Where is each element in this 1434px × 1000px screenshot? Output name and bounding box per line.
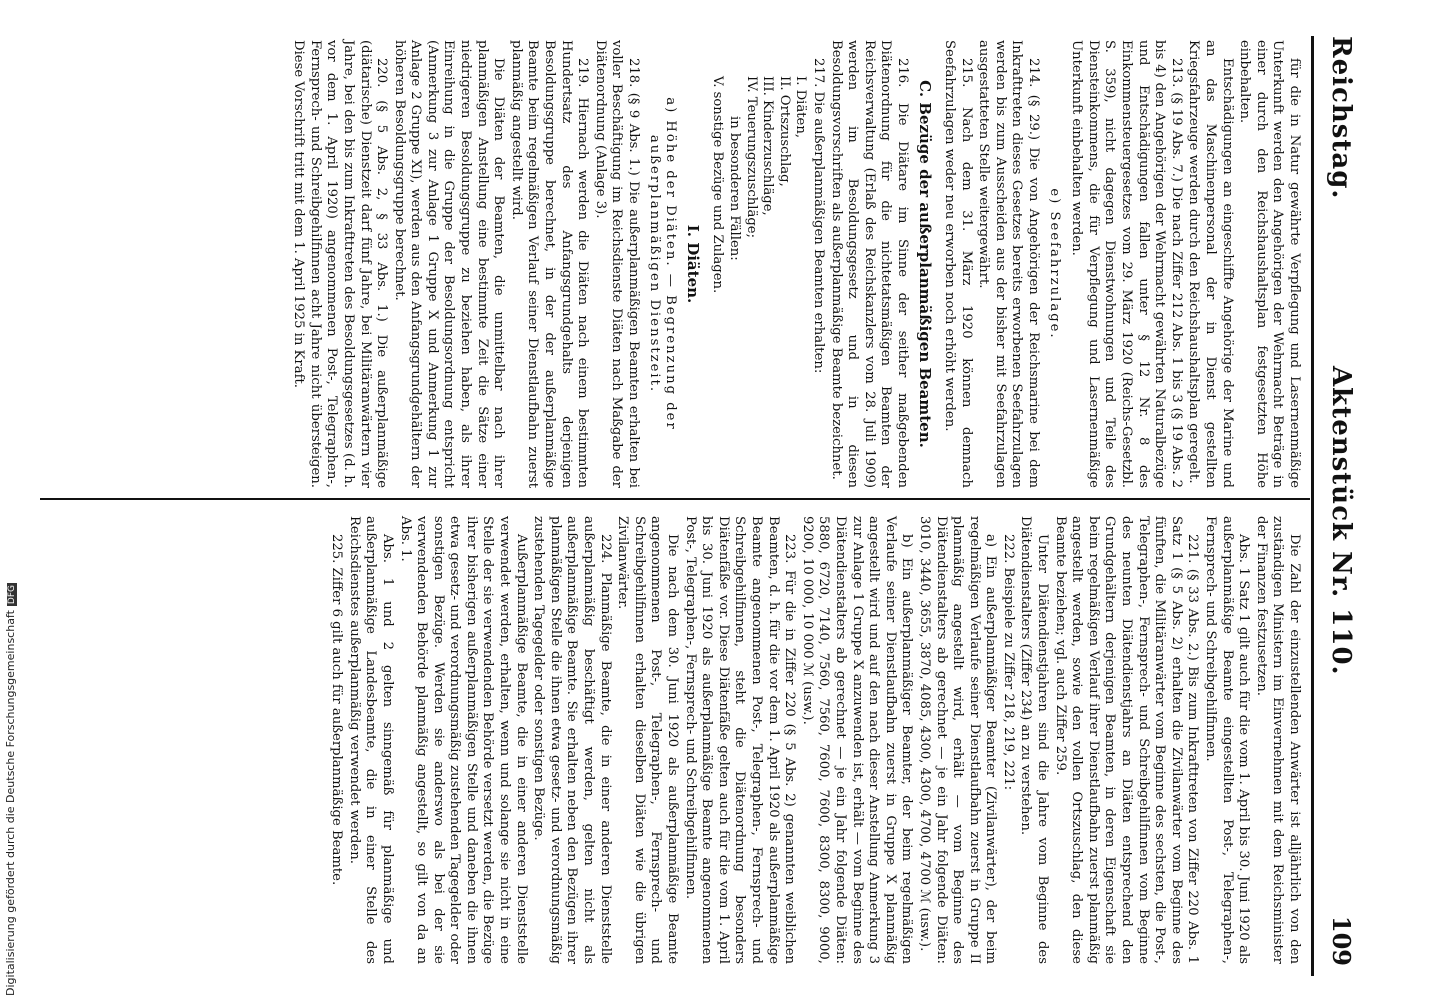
list-item: III. Kinderzuschläge, [760,76,776,216]
list-item: V. sonstige Bezüge und Zulagen. [710,76,726,294]
paragraph: b) Ein außerplanmäßiger Beamter, der beim regelmäßigen Verlaufe seiner Dienstlaufbahn zuerst in Gruppe X planmäßig angestellt wird und auf den nach dieser Anstellung Anmerkung 3 zur Anlage 1 Gruppe X anzuwenden ist, erhält — vom Beginne des Diätendienstalters ab gerechnet — je ein Jahr folgende Diäten: 5880, 6720, 7140, 7560, 7560, 7600, 7600, 8300, 8300, 9000, 9200, 10 000, 10 000 ℳ (usw.). [799,516,915,964]
header-rule [1311,36,1314,976]
page-number: 109 [1327,915,1356,966]
list-item: II. Ortszuschlag, [776,76,792,187]
digitization-credit [4,0,17,996]
paragraph: Die Zahl der einzustellenden Anwärter ist alljährlich von den zuständigen Ministern im Einvernehmen mit dem Reichsminister der Finanzen festzusetzen. [1253,516,1302,964]
header-left: Reichstag. [1326,36,1356,200]
subheading: a) Höhe der Diäten. — Begrenzung der außerplanmäßigen Dienstzeit. [646,97,679,431]
paragraph: 225. Ziffer 6 gilt auch für außerplanmäßige Beamte. [329,534,345,886]
section-heading: C. Bezüge der außerplanmäßigen Beamten. [915,80,934,448]
list-item: IV. Teuerungszuschläge; [743,76,759,239]
paragraph: a) Ein außerplanmäßiger Beamter (Zivilanwärter), der beim regelmäßigen Verlaufe seiner Dienstlaufbahn zuerst in Gruppe II planmäßig angestellt wird, erhält — vom Beginne des Diätendienstalters ab gerechnet — je ein Jahr folgende Diäten: 3010, 3440, 3655, 3870, 4085, 4300, 4300, 4700, 4700 ℳ (usw.). [916,516,999,964]
list-item: in besonderen Fällen: [727,116,742,261]
paragraph: Abs. 1 Satz 1 gilt auch für die vom 1. April bis 30. Juni 1920 als außerplanmäßige Beamte eingestellten Post-, Telegraphen-, Fernsprech- und Schreibgehilfinnen. [1203,516,1252,964]
paragraph: Die nach dem 30. Juni 1920 als außerplanmäßige Beamte angenommenen Post-, Telegraphen-, Fernsprech- und Schreibgehilfinnen erhalten dieselben Diäten wie die übrigen Zivilanwärter. [615,516,681,964]
paragraph: Unter Diätendienstjahren sind die Jahre vom Beginne des Diätendienstalters (Ziffer 234) an zu verstehen. [1018,516,1051,964]
section-heading: I. Diäten. [683,224,702,304]
paragraph: 213. (§ 19 Abs. 7.) Die nach Ziffer 212 Abs. 1 bis 3 (§ 19 Abs. 2 bis 4) den Angehörigen der Wehrmacht gewährten Naturalbezüge und Entschädigungen fallen unter § 12 Nr. 8 des Einkommensteuergesetzes vom 29. März 1920 (Reichs-Gesetzbl. S. 359), nicht dagegen Dienstwohnungen und Teile des Diensteinkommens, die für Verpflegung und Lasernenmäßige Unterkunft einbehalten werden. [1069,40,1184,488]
paragraph: Entschädigungen an eingeschiffte Angehörige der Marine und an das Maschinenpersonal der in Dienst gestellten Kriegsfahrzeuge werden durch den Reichshaushaltsplan geregelt. [1186,40,1235,488]
left-column [289,40,1302,488]
paragraph: 224. Planmäßige Beamte, die in einer anderen Dienststelle außerplanmäßig beschäftigt werden, gelten nicht als außerplanmäßige Beamte. Sie erhalten neben den Bezügen ihrer planmäßigen Stelle die ihnen etwa gesetz- und verordnungsmäßig zustehenden Tagegelder oder sonstigen Bezüge. [531,516,613,964]
right-column [327,516,1302,964]
paragraph: 223. Für die in Ziffer 220 (§ 5 Abs. 2) genannten weiblichen Beamten, d. h. für die vor dem 1. April 1920 als außerplanmäßige Beamte angenommenen Post-, Telegraphen-, Fernsprech- und Schreibgehilfinnen, steht die Diätenordnung besonders Diätenfäße vor. Diese Diätenfäße gelten auch für die vom 1. April bis 30. Juni 1920 als außerplanmäßige Beamte angenommenen Post-, Telegraphen-, Fernsprech- und Schreibgehilfinnen. [682,516,798,964]
paragraph: für die in Natur gewährte Verpflegung und Lasernenmäßige Unterkunft werden den Angehörigen der Wehrmacht Beträge in einer durch den Reichshaushaltsplan festgesetzten Höhe einbehalten. [1237,40,1302,488]
subheading: e) Seefahrzulage. [1046,188,1062,340]
paragraph: 221. (§ 33 Abs. 2.) Bis zum Inkrafttreten von Ziffer 220 Abs. 1 Satz 1 (§ 5 Abs. 2) erhalten die Zivilanwärter vom Beginne des fünften, die Militäranwärter vom Beginne des sechsten, die Post-, Telegraphen-, Fernsprech- und Schreibgehilfinnen vom Beginne des neunten Diätendienstjahrs an Diäten entsprechend den Grundgehältern derjenigen Beamten, in deren Eigenschaft sie beim regelmäßigen Verlauf ihrer Dienstlaufbahn zuerst planmäßig angestellt werden, sowie den vollen Ortszuschlag, den diese Beamte beziehen; vgl. auch Ziffer 259. [1052,516,1201,964]
paragraph: 216. Die Diätare im Sinne der seither maßgebenden Diätenordnung für die nichtetatsmäßigen Beamten der Reichsverwaltung (Erlaß des Reichskanzlers vom 28. Juli 1909) werden im Besoldungsgesetz und in diesen Besoldungsvorschriften als außerplanmäßige Beamte bezeichnet. [828,40,910,488]
credit-text: Digitalisierung gefördert durch die Deutsche Forschungsgemeinschaft [4,610,17,996]
paragraph: 215. Nach dem 31. März 1920 können demnach Seefahrzulagen weder neu erworben noch erhöht werden. [942,40,974,488]
paragraph: 222. Beispiele zu Ziffer 218, 219, 221: [1000,534,1016,791]
list-item: I. Diäten, [793,76,809,139]
paragraph: Die Diäten der Beamten, die unmittelbar nach ihrer planmäßigen Anstellung eine bestimmte Zeit die Sätze einer niedrigeren Besoldungsgruppe zu beziehen haben, als ihrer Einreihung in die Gruppe der Besoldungsordnung entspricht (Anmerkung 3 zur Anlage 1 Gruppe X und Anmerkung 1 zur Anlage 2 Gruppe XI), werden aus den Anfangsgrundgehältern der höheren Besoldungsgruppe berechnet. [391,40,507,488]
paragraph: 217. Die außerplanmäßigen Beamten erhalten: [810,58,826,374]
enumeration-list [709,40,809,488]
header-center: Aktenstück Nr. 110. [1326,366,1356,676]
dfg-logo: DFG [7,584,17,605]
paragraph: Abs. 1 und 2 gelten sinngemäß für planmäßige und außerplanmäßige Landesbeamte, die in einer Stelle des Reichsdienstes außerplanmäßig verwendet werden. [346,516,395,964]
paragraph: Außerplanmäßige Beamte, die in einer anderen Dienststelle verwendet werden, erhalten, wenn und solange sie nicht in eine Stelle der sie verwendenden Behörde versetzt werden, die Bezüge ihrer bisherigen außerplanmäßigen Stelle und daneben die ihnen etwa gesetz- und verordnungsmäßig zustehenden Tagegelder oder sonstigen Bezüge. Werden sie anderswo als bei der sie verwendenden Behörde planmäßig angestellt, so gilt von da an Abs. 1. [397,516,529,964]
column-divider [40,498,1310,500]
page-header [1320,36,1356,966]
paragraph: 214. (§ 29.) Die von Angehörigen der Reichsmarine bei dem Inkrafttreten dieses Gesetzes bereits erworbenen Seefahrzulagen werden bis zum Ausscheiden aus der bisher mit Seefahrzulagen ausgestatteten Stelle weitergewährt. [976,40,1042,488]
paragraph: 220. (§ 5 Abs. 2, § 33 Abs. 1.) Die außerplanmäßige (diätarische) Dienstzeit darf fünf Jahre, bei Militäranwärtern vier Jahre, bei den bis zum Inkrafttreten des Besoldungsgesetzes (d. h. vor dem 1. April 1920) angenommenen Post-, Telegraphen-, Fernsprech- und Schreibgehilfinnen acht Jahre nicht übersteigen. Diese Vorschrift tritt mit dem 1. April 1925 in Kraft. [291,40,390,488]
paragraph: 218. (§ 9 Abs. 1.) Die außerplanmäßigen Beamten erhalten bei voller Beschäftigung im Reichsdienste Diäten nach Maßgabe der Diätenordnung (Anlage 3). [592,40,642,488]
paragraph: 219. Hiernach werden die Diäten nach einem bestimmten Hundertsatz des Anfangsgrundgehalts derjenigen Besoldungsgruppe berechnet, in der der außerplanmäßige Beamte beim regelmäßigen Verlauf seiner Dienstlaufbahn zuerst planmäßig angestellt wird. [508,40,591,488]
